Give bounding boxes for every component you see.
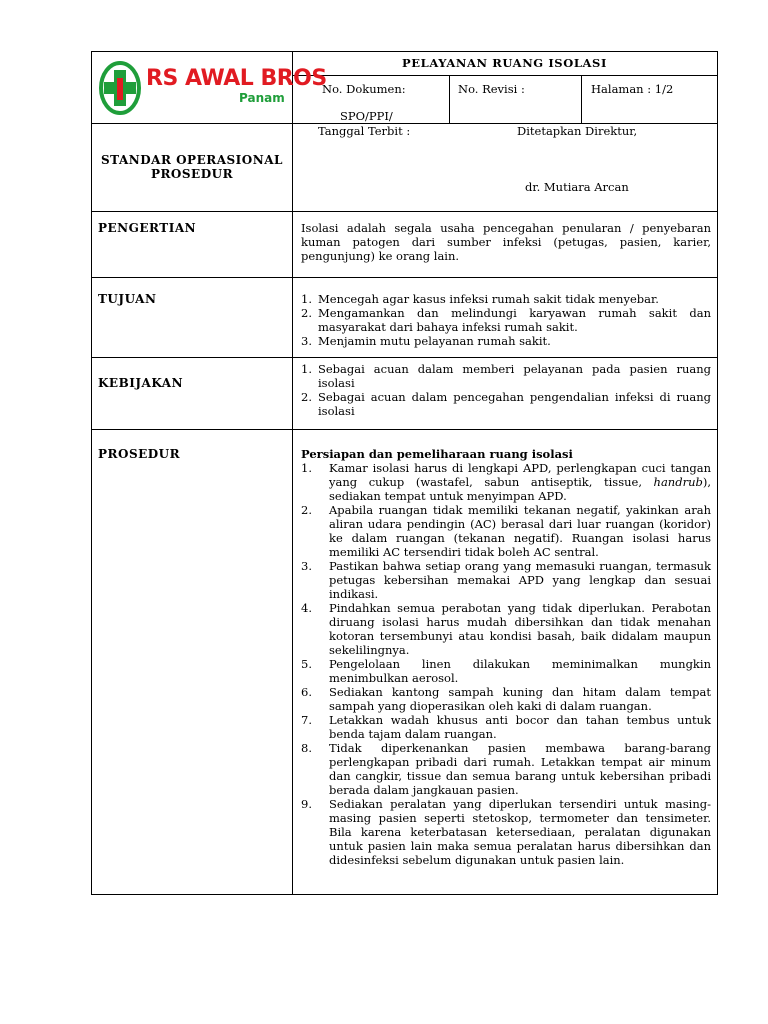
prosedur-item-4: Pindahkan semua perabotan yang tidak diperlukan. Perabotan diruang isolasi harus mudah dibersihkan dan tidak menahan kotoran tersembunyi atau kondisi basah, baik didalam maupun sekelilingnya.	[329, 601, 711, 657]
logo-subtitle: Panam	[239, 91, 285, 105]
rule-col-halaman	[581, 75, 582, 123]
logo-name: RS AWAL BROS	[146, 66, 327, 91]
list-item: 2. Apabila ruangan tidak memiliki tekanan negatif, yakinkan arah aliran udara pendingin (AC) berasal dari luar ruangan (koridor) ke dalam ruangan (tekanan negatif). Ruangan isolasi harus memiliki AC tersendiri tidak boleh AC sentral.	[301, 503, 711, 559]
prosedur-item-1b: ), sediakan tempat untuk menyimpan APD.	[329, 475, 711, 503]
prosedur-item-2: Apabila ruangan tidak memiliki tekanan negatif, yakinkan arah aliran udara pendingin (AC) berasal dari luar ruangan (koridor) ke dalam ruangan (tekanan negatif). Ruangan isolasi harus memiliki AC tersendiri tidak boleh AC sentral.	[329, 503, 711, 559]
doc-type-line1: STANDAR OPERASIONAL	[101, 153, 283, 167]
kebijakan-label: KEBIJAKAN	[98, 376, 184, 390]
rule-pengertian	[92, 211, 717, 212]
rule-header-title	[292, 75, 717, 76]
ditetapkan-direktur: Ditetapkan Direktur,	[517, 124, 638, 138]
pengertian-label: PENGERTIAN	[98, 221, 197, 235]
no-dokumen-label: No. Dokumen:	[322, 82, 406, 96]
sop-document	[91, 51, 718, 895]
rule-col-left	[292, 52, 293, 894]
prosedur-item-8: Tidak diperkenankan pasien membawa barang-barang perlengkapan pribadi dari rumah. Letakkan tempat air minum dan cangkir, tissue dan semua barang untuk kebersihan pribadi berada dalam jangkauan pasien.	[329, 741, 711, 797]
prosedur-item-7: Letakkan wadah khusus anti bocor dan tahan tembus untuk benda tajam dalam ruangan.	[329, 713, 711, 741]
kebijakan-item-1: Sebagai acuan dalam memberi pelayanan pada pasien ruang isolasi	[318, 362, 711, 390]
tanggal-terbit: Tanggal Terbit :	[318, 124, 411, 138]
list-item: 1. Sebagai acuan dalam memberi pelayanan pada pasien ruang isolasi	[301, 362, 711, 390]
rule-col-revisi	[449, 75, 450, 123]
list-item: 8. Tidak diperkenankan pasien membawa barang-barang perlengkapan pribadi dari rumah. Letakkan tempat air minum dan cangkir, tissue dan semua barang untuk kebersihan pribadi berada dalam jangkauan pasien.	[301, 741, 711, 797]
prosedur-list	[301, 461, 711, 867]
prosedur-subtitle: Persiapan dan pemeliharaan ruang isolasi	[301, 447, 573, 461]
hospital-logo	[98, 58, 327, 118]
list-item: 1. Mencegah agar kasus infeksi rumah sakit tidak menyebar.	[301, 292, 659, 306]
tujuan-item-2: Mengamankan dan melindungi karyawan rumah sakit dan masyarakat dari bahaya infeksi rumah sakit.	[318, 306, 711, 334]
list-item: 6. Sediakan kantong sampah kuning dan hitam dalam tempat sampah yang dioperasikan oleh kaki di dalam ruangan.	[301, 685, 711, 713]
prosedur-item-9: Sediakan peralatan yang diperlukan tersendiri untuk masing-masing pasien seperti stetoskop, termometer dan tensimeter. Bila karena keterbatasan ketersediaan, peralatan digunakan untuk pasien lain maka semua peralatan harus dibersihkan dan didesinfeksi sebelum digunakan untuk pasien lain.	[329, 797, 711, 867]
rule-kebijakan	[92, 357, 717, 358]
rule-tujuan	[92, 277, 717, 278]
list-item: 4. Pindahkan semua perabotan yang tidak diperlukan. Perabotan diruang isolasi harus mudah dibersihkan dan tidak menahan kotoran tersembunyi atau kondisi basah, baik didalam maupun sekelilingnya.	[301, 601, 711, 657]
tujuan-item-3: Menjamin mutu pelayanan rumah sakit.	[318, 334, 551, 348]
list-item: 2. Mengamankan dan melindungi karyawan rumah sakit dan masyarakat dari bahaya infeksi rumah sakit.	[301, 306, 711, 334]
list-item: 7. Letakkan wadah khusus anti bocor dan tahan tembus untuk benda tajam dalam ruangan.	[301, 713, 711, 741]
prosedur-item-6: Sediakan kantong sampah kuning dan hitam dalam tempat sampah yang dioperasikan oleh kaki di dalam ruangan.	[329, 685, 711, 713]
cross-logo-icon	[98, 60, 142, 116]
list-item: 5. Pengelolaan linen dilakukan meminimalkan mungkin menimbulkan aerosol.	[301, 657, 711, 685]
list-item: 3. Menjamin mutu pelayanan rumah sakit.	[301, 334, 551, 348]
rule-prosedur	[92, 429, 717, 430]
list-item: 3. Pastikan bahwa setiap orang yang memasuki ruangan, termasuk petugas kebersihan memakai APD yang lengkap dan sesuai indikasi.	[301, 559, 711, 601]
halaman: Halaman : 1/2	[591, 82, 674, 96]
tujuan-label: TUJUAN	[98, 292, 157, 306]
no-revisi-label: No. Revisi :	[458, 82, 525, 96]
pengertian-text: Isolasi adalah segala usaha pencegahan penularan / penyebaran kuman patogen dari sumber infeksi (petugas, pasien, karier, pengunjung) ke orang lain.	[301, 221, 711, 263]
list-item: 9. Sediakan peralatan yang diperlukan tersendiri untuk masing-masing pasien seperti stetoskop, termometer dan tensimeter. Bila karena keterbatasan ketersediaan, peralatan digunakan untuk pasien lain maka semua peralatan harus dibersihkan dan didesinfeksi sebelum digunakan untuk pasien lain.	[301, 797, 711, 867]
kebijakan-item-2: Sebagai acuan dalam pencegahan pengendalian infeksi di ruang isolasi	[318, 390, 711, 418]
doc-type-line2: PROSEDUR	[150, 167, 234, 181]
tujuan-list	[301, 292, 711, 348]
kebijakan-list	[301, 362, 711, 418]
no-dokumen-value: SPO/PPI/	[340, 109, 393, 123]
prosedur-label: PROSEDUR	[98, 447, 181, 461]
direktur-name: dr. Mutiara Arcan	[525, 180, 629, 194]
tujuan-item-1: Mencegah agar kasus infeksi rumah sakit tidak menyebar.	[318, 292, 659, 306]
prosedur-item-1a: Kamar isolasi harus di lengkapi APD, perlengkapan cuci tangan yang cukup (wastafel, sabun antiseptik, tissue,	[329, 461, 711, 489]
list-item: 2. Sebagai acuan dalam pencegahan pengendalian infeksi di ruang isolasi	[301, 390, 711, 418]
prosedur-item-5: Pengelolaan linen dilakukan meminimalkan mungkin menimbulkan aerosol.	[329, 657, 711, 685]
prosedur-item-1-italic: handrub	[653, 475, 703, 489]
document-title: PELAYANAN RUANG ISOLASI	[402, 56, 607, 70]
prosedur-item-3: Pastikan bahwa setiap orang yang memasuki ruangan, termasuk petugas kebersihan memakai APD yang lengkap dan sesuai indikasi.	[329, 559, 711, 601]
list-item: 1. Kamar isolasi harus di lengkapi APD, perlengkapan cuci tangan yang cukup (wastafel, sabun antiseptik, tissue, handrub), sediakan tempat untuk menyimpan APD.	[301, 461, 711, 503]
